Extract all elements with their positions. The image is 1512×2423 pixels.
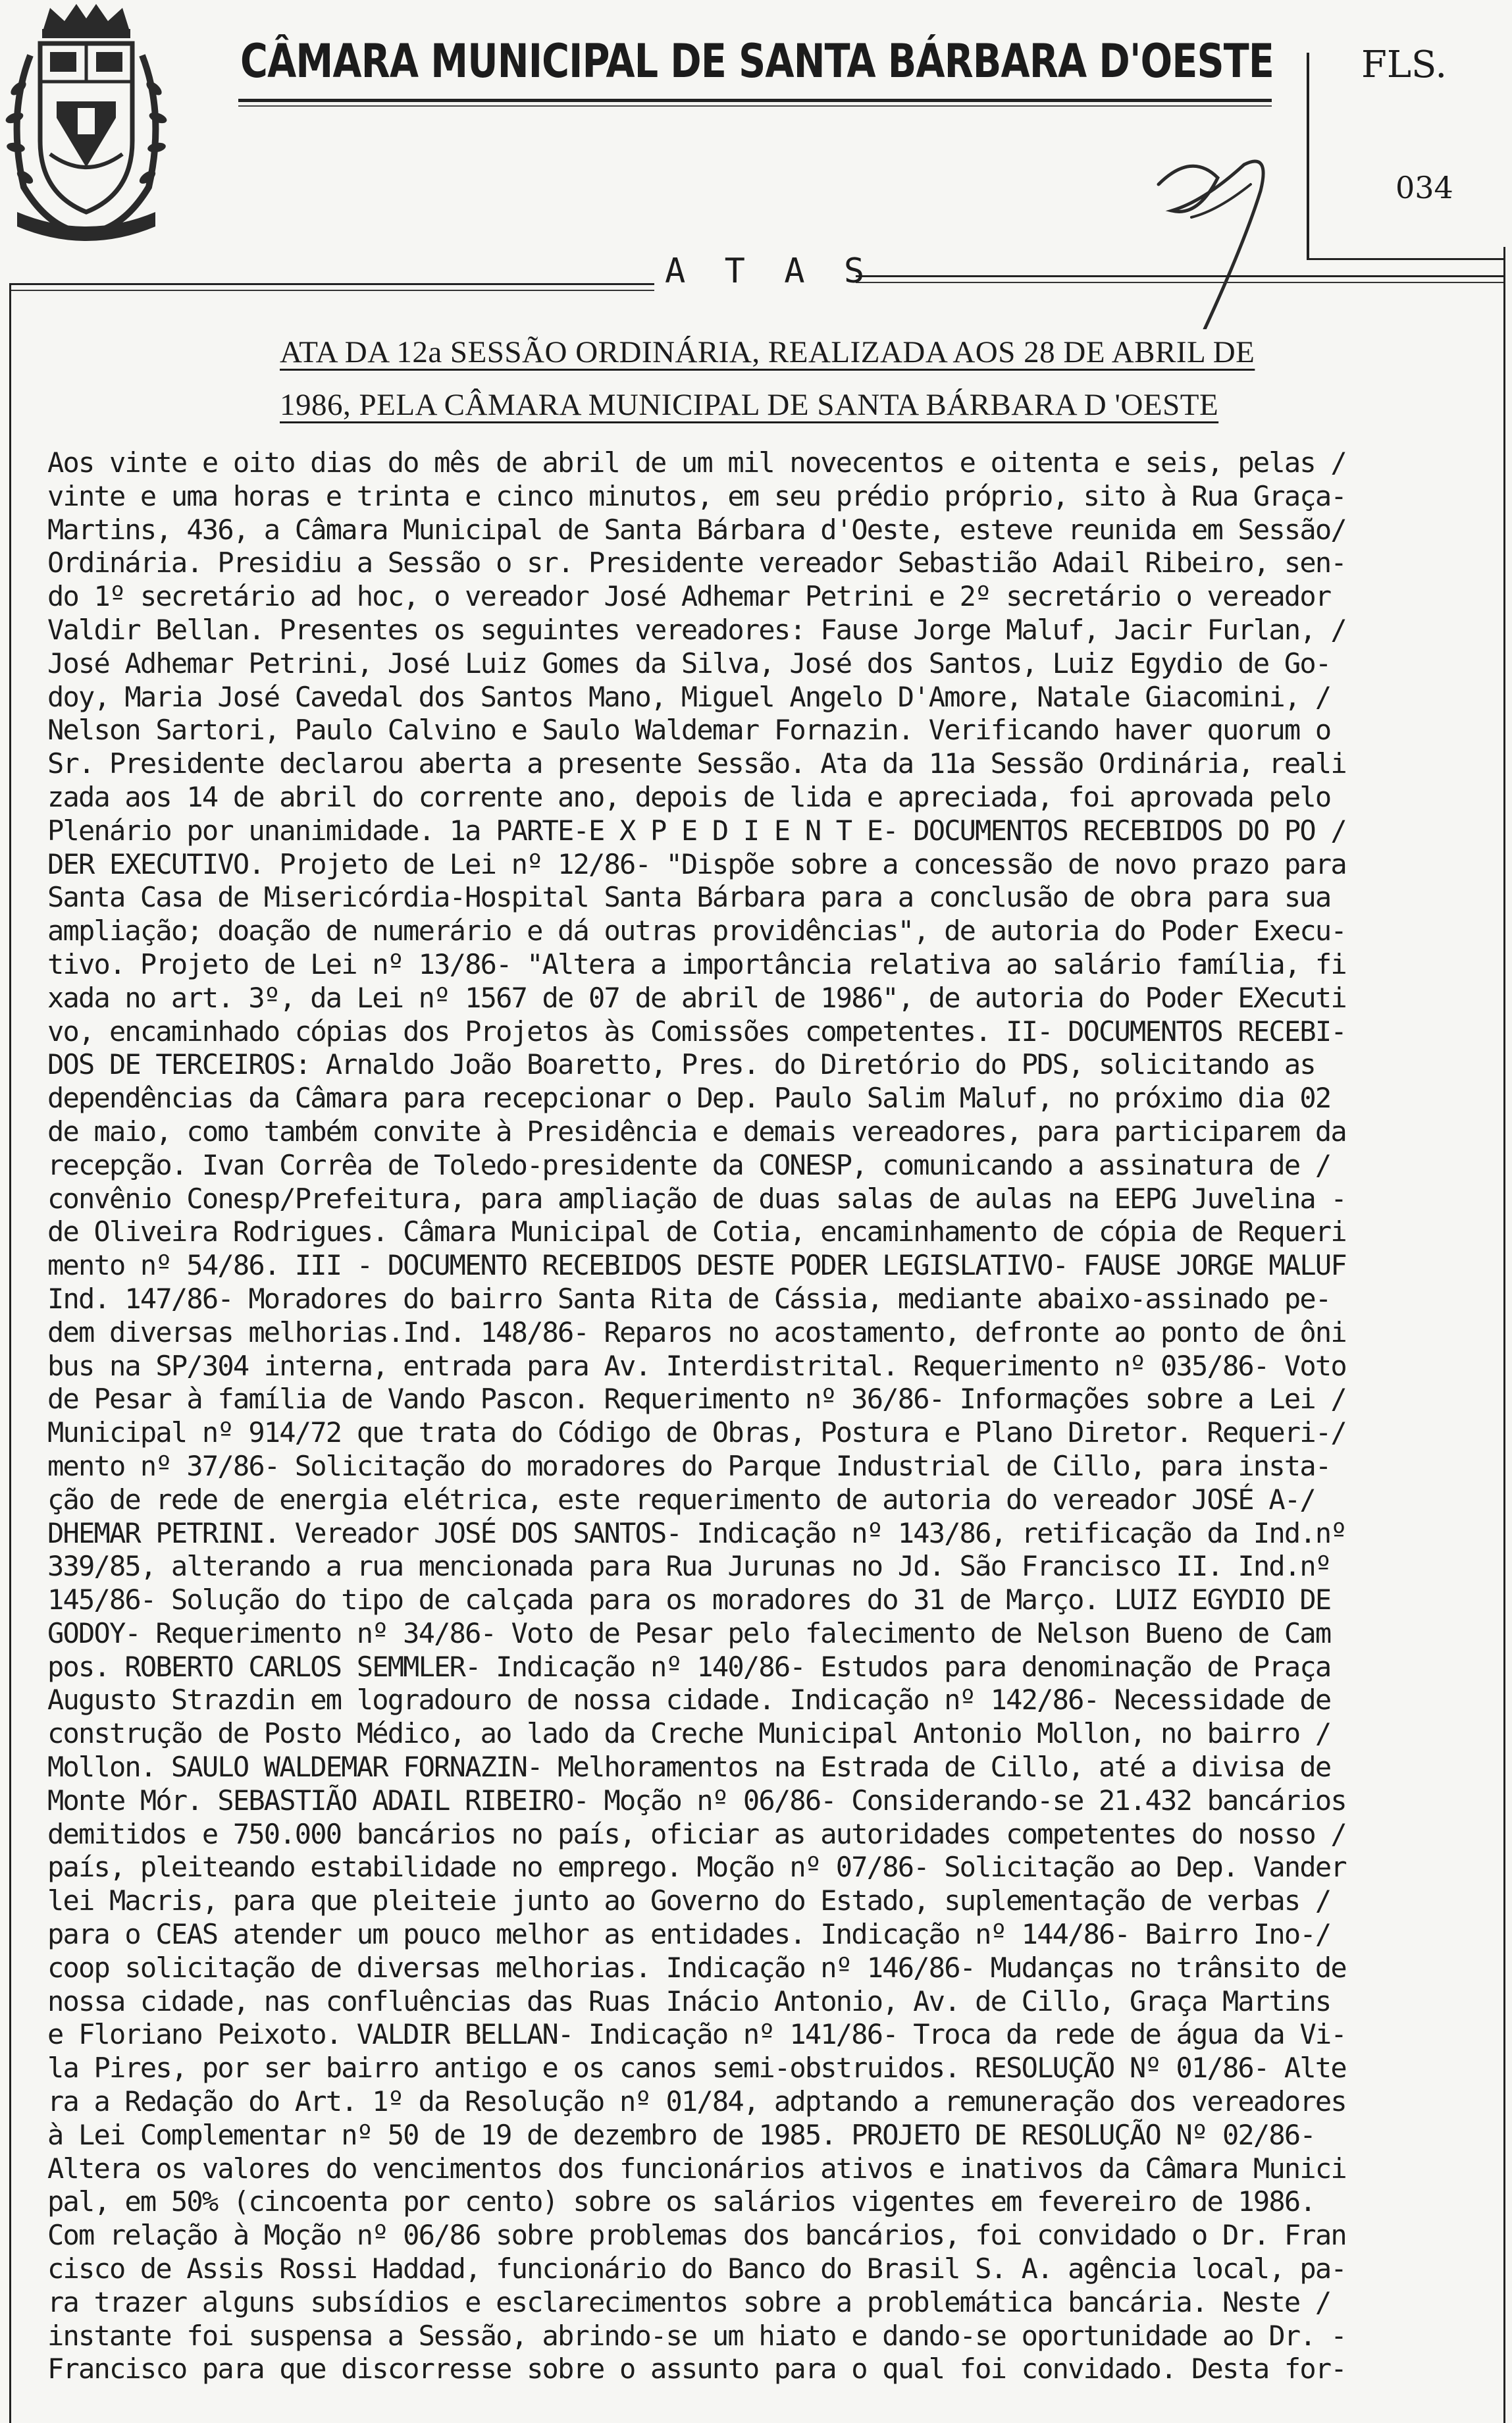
- minutes-line: ampliação; doação de numerário e dá outras providências", de autoria do Poder Execu-: [47, 915, 1346, 947]
- minutes-line: doy, Maria José Cavedal dos Santos Mano, Miguel Angelo D'Amore, Natale Giacomini, /: [47, 680, 1331, 713]
- minutes-line: Valdir Bellan. Presentes os seguintes vereadores: Fause Jorge Maluf, Jacir Furlan, /: [47, 613, 1346, 646]
- minutes-line: recepção. Ivan Corrêa de Toledo-presidente da CONESP, comunicando a assinatura de /: [47, 1148, 1331, 1181]
- minutes-line: mento nº 37/86- Solicitação do moradores do Parque Industrial de Cillo, para insta-: [47, 1449, 1331, 1482]
- minutes-line: Martins, 436, a Câmara Municipal de Santa Bárbara d'Oeste, esteve reunida em Sessão/: [47, 513, 1346, 546]
- minutes-line: lei Macris, para que pleiteie junto ao Governo do Estado, suplementação de verbas /: [47, 1884, 1331, 1917]
- minutes-line: tivo. Projeto de Lei nº 13/86- "Altera a importância relativa ao salário família, fi: [47, 947, 1346, 980]
- minutes-line: DOS DE TERCEIROS: Arnaldo João Boaretto, Pres. do Diretório do PDS, solicitando as: [47, 1048, 1315, 1081]
- minutes-line: vinte e uma horas e trinta e cinco minutos, em seu prédio próprio, sito à Rua Graça-: [47, 479, 1346, 512]
- ata-heading-line-1: ATA DA 12a SESSÃO ORDINÁRIA, REALIZADA AOS 28 DE ABRIL DE: [280, 335, 1255, 369]
- minutes-line: Com relação à Moção nº 06/86 sobre problemas dos bancários, foi convidado o Dr. Fran: [47, 2219, 1346, 2252]
- minutes-line: para o CEAS atender um pouco melhor as entidades. Indicação nº 144/86- Bairro Ino-/: [47, 1918, 1331, 1951]
- frame-top-left: [9, 283, 654, 285]
- minutes-line: nossa cidade, nas confluências das Ruas Inácio Antonio, Av. de Cillo, Graça Martins: [47, 1984, 1331, 2017]
- minutes-line: Santa Casa de Misericórdia-Hospital Santa Bárbara para a conclusão de obra para sua: [47, 881, 1331, 914]
- minutes-line: zada aos 14 de abril do corrente ano, depois de lida e apreciada, foi aprovada pelo: [47, 780, 1331, 813]
- minutes-line: de Pesar à família de Vando Pascon. Requerimento nº 36/86- Informações sobre a Lei /: [47, 1383, 1346, 1416]
- minutes-line: Municipal nº 914/72 que trata do Código de Obras, Postura e Plano Diretor. Requeri-/: [47, 1416, 1346, 1449]
- minutes-line: e Floriano Peixoto. VALDIR BELLAN- Indicação nº 141/86- Troca da rede de água da Vi-: [47, 2018, 1346, 2051]
- minutes-line: José Adhemar Petrini, José Luiz Gomes da Silva, José dos Santos, Luiz Egydio de Go-: [47, 647, 1331, 679]
- minutes-line: à Lei Complementar nº 50 de 19 de dezembro de 1985. PROJETO DE RESOLUÇÃO Nº 02/86-: [47, 2118, 1315, 2151]
- fls-box-bottom: [1307, 258, 1505, 260]
- minutes-line: coop solicitação de diversas melhorias. Indicação nº 146/86- Mudanças no trânsito de: [47, 1951, 1346, 1984]
- section-title: A T A S: [665, 252, 874, 291]
- minutes-line: Francisco para que discorresse sobre o assunto para o qual foi convidado. Desta for-: [47, 2353, 1346, 2385]
- minutes-line: de Oliveira Rodrigues. Câmara Municipal de Cotia, encaminhamento de cópia de Requeri: [47, 1215, 1346, 1248]
- minutes-line: Sr. Presidente declarou aberta a presente Sessão. Ata da 11a Sessão Ordinária, reali: [47, 747, 1346, 780]
- minutes-line: ra a Redação do Art. 1º da Resolução nº 01/84, adptando a remuneração dos vereadores: [47, 2085, 1346, 2118]
- minutes-line: do 1º secretário ad hoc, o vereador José Adhemar Petrini e 2º secretário o vereador: [47, 580, 1331, 613]
- frame-top-right-thin: [856, 282, 1504, 283]
- minutes-line: Ordinária. Presidiu a Sessão o sr. Presidente vereador Sebastião Adail Ribeiro, sen-: [47, 546, 1346, 579]
- fls-label: FLS.: [1361, 43, 1447, 86]
- handwritten-signature: [1145, 138, 1297, 329]
- minutes-line: vo, encaminhado cópias dos Projetos às Comissões competentes. II- DOCUMENTOS RECEBI-: [47, 1015, 1346, 1048]
- municipal-crest-icon: [4, 3, 169, 246]
- minutes-line: Aos vinte e oito dias do mês de abril de um mil novecentos e oitenta e seis, pelas /: [47, 446, 1346, 479]
- minutes-line: la Pires, por ser bairro antigo e os canos semi-obstruidos. RESOLUÇÃO Nº 01/86- Alte: [47, 2052, 1346, 2085]
- title-rule: [238, 99, 1272, 102]
- page-number: 034: [1395, 170, 1453, 205]
- title-rule-thin: [238, 105, 1272, 107]
- minutes-line: dem diversas melhorias.Ind. 148/86- Reparos no acostamento, defronte ao ponto de ôni: [47, 1316, 1346, 1348]
- minutes-line: Mollon. SAULO WALDEMAR FORNAZIN- Melhoramentos na Estrada de Cillo, até a divisa de: [47, 1751, 1331, 1784]
- frame-top-left-thin: [9, 290, 654, 291]
- minutes-line: Augusto Strazdin em logradouro de nossa cidade. Indicação nº 142/86- Necessidade de: [47, 1684, 1331, 1717]
- minutes-line: 145/86- Solução do tipo de calçada para os moradores do 31 de Março. LUIZ EGYDIO DE: [47, 1584, 1331, 1616]
- minutes-line: ra trazer alguns subsídios e esclarecimentos sobre a problemática bancária. Neste /: [47, 2285, 1331, 2318]
- institution-title: CÂMARA MUNICIPAL DE SANTA BÁRBARA D'OESTE: [240, 34, 1274, 88]
- minutes-line: cisco de Assis Rossi Haddad, funcionário do Banco do Brasil S. A. agência local, pa-: [47, 2252, 1346, 2285]
- minutes-line: mento nº 54/86. III - DOCUMENTO RECEBIDOS DESTE PODER LEGISLATIVO- FAUSE JORGE MALUF: [47, 1249, 1346, 1282]
- frame-left: [9, 283, 11, 2423]
- minutes-line: Plenário por unanimidade. 1a PARTE-E X P E D I E N T E- DOCUMENTOS RECEBIDOS DO PO /: [47, 814, 1346, 847]
- minutes-line: dependências da Câmara para recepcionar o Dep. Paulo Salim Maluf, no próximo dia 02: [47, 1082, 1331, 1115]
- minutes-line: país, pleiteando estabilidade no emprego. Moção nº 07/86- Solicitação ao Dep. Vander: [47, 1851, 1346, 1884]
- minutes-line: DHEMAR PETRINI. Vereador JOSÉ DOS SANTOS- Indicação nº 143/86, retificação da Ind.nº: [47, 1516, 1346, 1549]
- minutes-line: 339/85, alterando a rua mencionada para Rua Jurunas no Jd. São Francisco II. Ind.nº: [47, 1550, 1331, 1583]
- minutes-line: Ind. 147/86- Moradores do bairro Santa Rita de Cássia, mediante abaixo-assinado pe-: [47, 1282, 1331, 1315]
- frame-top-right: [856, 275, 1504, 277]
- minutes-line: pal, em 50% (cincoenta por cento) sobre os salários vigentes em fevereiro de 1986.: [47, 2185, 1315, 2218]
- minutes-line: pos. ROBERTO CARLOS SEMMLER- Indicação nº 140/86- Estudos para denominação de Praça: [47, 1650, 1331, 1683]
- minutes-line: Nelson Sartori, Paulo Calvino e Saulo Waldemar Fornazin. Verificando haver quorum o: [47, 714, 1331, 747]
- minutes-body: [47, 446, 1456, 2386]
- minutes-line: ção de rede de energia elétrica, este requerimento de autoria do vereador JOSÉ A-/: [47, 1483, 1315, 1516]
- minutes-line: DER EXECUTIVO. Projeto de Lei nº 12/86- "Dispõe sobre a concessão de novo prazo para: [47, 847, 1346, 880]
- minutes-line: de maio, como também convite à Presidência e demais vereadores, para participarem da: [47, 1115, 1346, 1148]
- minutes-line: Monte Mór. SEBASTIÃO ADAIL RIBEIRO- Moção nº 06/86- Considerando-se 21.432 bancários: [47, 1784, 1346, 1817]
- minutes-line: instante foi suspensa a Sessão, abrindo-se um hiato e dando-se oportunidade ao Dr. -: [47, 2319, 1346, 2352]
- minutes-line: Altera os valores do vencimentos dos funcionários ativos e inativos da Câmara Munici: [47, 2152, 1346, 2185]
- fls-divider: [1307, 53, 1309, 260]
- minutes-line: convênio Conesp/Prefeitura, para ampliação de duas salas de aulas na EEPG Juvelina -: [47, 1182, 1346, 1215]
- minutes-line: construção de Posto Médico, ao lado da Creche Municipal Antonio Mollon, no bairro /: [47, 1717, 1331, 1750]
- frame-right: [1503, 247, 1505, 2423]
- minutes-line: xada no art. 3º, da Lei nº 1567 de 07 de abril de 1986", de autoria do Poder EXecuti: [47, 981, 1346, 1014]
- minutes-line: bus na SP/304 interna, entrada para Av. Interdistrital. Requerimento nº 035/86- Voto: [47, 1349, 1346, 1382]
- minutes-line: demitidos e 750.000 bancários no país, oficiar as autoridades competentes do nosso /: [47, 1817, 1346, 1850]
- minutes-line: GODOY- Requerimento nº 34/86- Voto de Pesar pelo falecimento de Nelson Bueno de Cam: [47, 1616, 1331, 1649]
- ata-heading-line-2: 1986, PELA CÂMARA MUNICIPAL DE SANTA BÁRBARA D 'OESTE: [280, 388, 1219, 422]
